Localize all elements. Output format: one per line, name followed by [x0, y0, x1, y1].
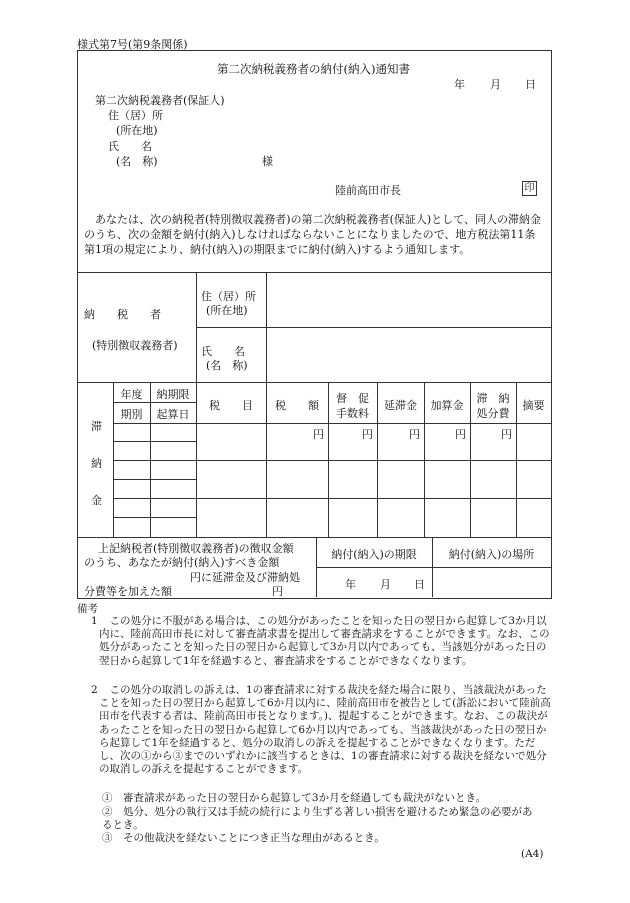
- header-item: 税 目: [209, 399, 253, 412]
- deadline-month: 月: [380, 578, 391, 591]
- yen-unit: 円: [455, 428, 466, 441]
- divider: [113, 441, 196, 442]
- yen-unit: 円: [313, 428, 324, 441]
- note-2-item-1: ① 審査請求があった日の翌日から起算して3か月を経過しても裁決がないとき。: [102, 792, 487, 804]
- addressee-name-label: 氏 名: [108, 140, 152, 153]
- divider: [113, 517, 196, 518]
- note-2-item-2: ② 処分、処分の執行又は手続の続行により生ずる著しい損害を避けるため緊急の必要があるとき。: [102, 806, 533, 832]
- note-2-number: 2: [91, 684, 98, 696]
- yen-unit: 円: [409, 428, 420, 441]
- header-year: 年度: [120, 388, 143, 401]
- divider: [113, 460, 551, 461]
- seal-mark: 印: [522, 181, 537, 196]
- note-1-number: 1: [91, 615, 98, 627]
- header-calc: 起算日: [156, 408, 190, 421]
- header-fee: 督 促: [336, 392, 369, 405]
- summary-yen: 円: [272, 585, 283, 598]
- date-year: 年: [454, 78, 465, 91]
- document-title: 第二次納税義務者の納付(納入)通知書: [217, 62, 410, 76]
- summary-line-4: 分費等を加えた額: [84, 585, 172, 598]
- header-disp: 滞 納: [476, 392, 510, 405]
- note-2-item-3: ③ その他裁決を経ないことにつき正当な理由があるとき。: [102, 832, 385, 844]
- divider: [113, 479, 196, 480]
- side-label-3: 金: [91, 494, 102, 507]
- divider: [113, 402, 196, 403]
- taxpayer-label: 納 税 者: [84, 308, 161, 321]
- divider: [77, 382, 551, 383]
- summary-line-2: のうち、あなたが納付(納入)すべき金額: [84, 556, 280, 569]
- place-label: 納付(納入)の場所: [448, 548, 535, 561]
- side-label-2: 納: [91, 457, 102, 470]
- deadline-label: 納付(納入)の期限: [331, 548, 417, 561]
- deadline-day: 日: [414, 578, 425, 591]
- addressee-heading: 第二次納税義務者(保証人): [95, 94, 225, 107]
- addressee-honorific: 様: [262, 155, 273, 168]
- divider: [113, 423, 551, 424]
- yen-unit: 円: [501, 428, 512, 441]
- deadline-year: 年: [345, 578, 356, 591]
- note-2: この処分の取消しの訴えは、1の審査請求に対する裁決を経た場合に限り、当該裁決があったことを知った日の翌日から起算して6か月以内に、陸前高田市を被告として(訴訟において陸前高田市を代表する者は、陸前高田市長となります。)、提起することができます。なお、この裁決があったことを知った日の翌日から起算して6か月以内であっても、当該裁決があった日の翌日から起算して1年を経過すると、処分の取消しの訴えを提起することができなくなります。ただし、次の①から③までのいずれかに該当するときは、1の審査請求に対する裁決を経ないで処分の取消しの訴えを提起することができます。: [99, 684, 551, 776]
- divider: [196, 327, 551, 328]
- note-1: この処分に不服がある場合は、この処分があったことを知った日の翌日から起算して3か月以内に、陸前高田市長に対して審査請求書を提出して審査請求をすることができます。なお、この処分があったことを知った日の翌日から起算して3か月以内であっても、当該処分があった日の翌日から起算して1年を経過すると、審査請求をすることができなくなります。: [99, 615, 550, 667]
- notes-heading: 備考: [77, 603, 98, 615]
- header-delay: 延滞金: [384, 399, 417, 412]
- header-disp-2: 処分費: [476, 407, 510, 420]
- issuer-name: 陸前高田市長: [335, 184, 401, 197]
- divider: [77, 272, 551, 273]
- header-remark: 摘要: [522, 399, 545, 412]
- notice-body: あなたは、次の納税者(特別徴収義務者)の第二次納税義務者(保証人)として、同人の滞納金のうち、次の金額を納付(納入)しなければならないことになりましたので、地方税法第11条第1項の規定により、納付(納入)の期限までに納付(納入)するよう通知します。: [84, 213, 541, 256]
- summary-line-3: 円に延滞金及び滞納処: [190, 571, 300, 584]
- addressee-address-label: 住（居）所: [108, 109, 163, 122]
- taxpayer-name-label: 氏 名: [201, 345, 245, 358]
- taxpayer-address-label: 住（居）所: [201, 290, 256, 303]
- header-fee-2: 手数料: [336, 407, 369, 420]
- header-amount: 税 額: [275, 399, 319, 412]
- form-label: 様式第7号(第9条関係): [77, 38, 188, 51]
- side-label-1: 滞: [91, 420, 102, 433]
- summary-line-1: 上記納税者(特別徴収義務者)の徴収金額: [98, 542, 294, 555]
- taxpayer-name-sub: (名 称): [206, 359, 248, 372]
- divider: [77, 537, 551, 538]
- date-day: 日: [525, 78, 536, 91]
- date-month: 月: [490, 78, 501, 91]
- taxpayer-address-sub: (所在地): [206, 304, 248, 317]
- header-period: 期別: [120, 408, 143, 421]
- yen-unit: 円: [362, 428, 373, 441]
- addressee-name-sub: (名 称): [116, 155, 158, 168]
- addressee-address-sub: (所在地): [116, 124, 158, 137]
- header-add: 加算金: [430, 399, 464, 412]
- divider: [113, 498, 551, 499]
- header-due: 納期限: [156, 388, 190, 401]
- divider: [316, 567, 551, 568]
- paper-size: (A4): [521, 848, 544, 860]
- taxpayer-sub: (特別徴収義務者): [92, 339, 178, 352]
